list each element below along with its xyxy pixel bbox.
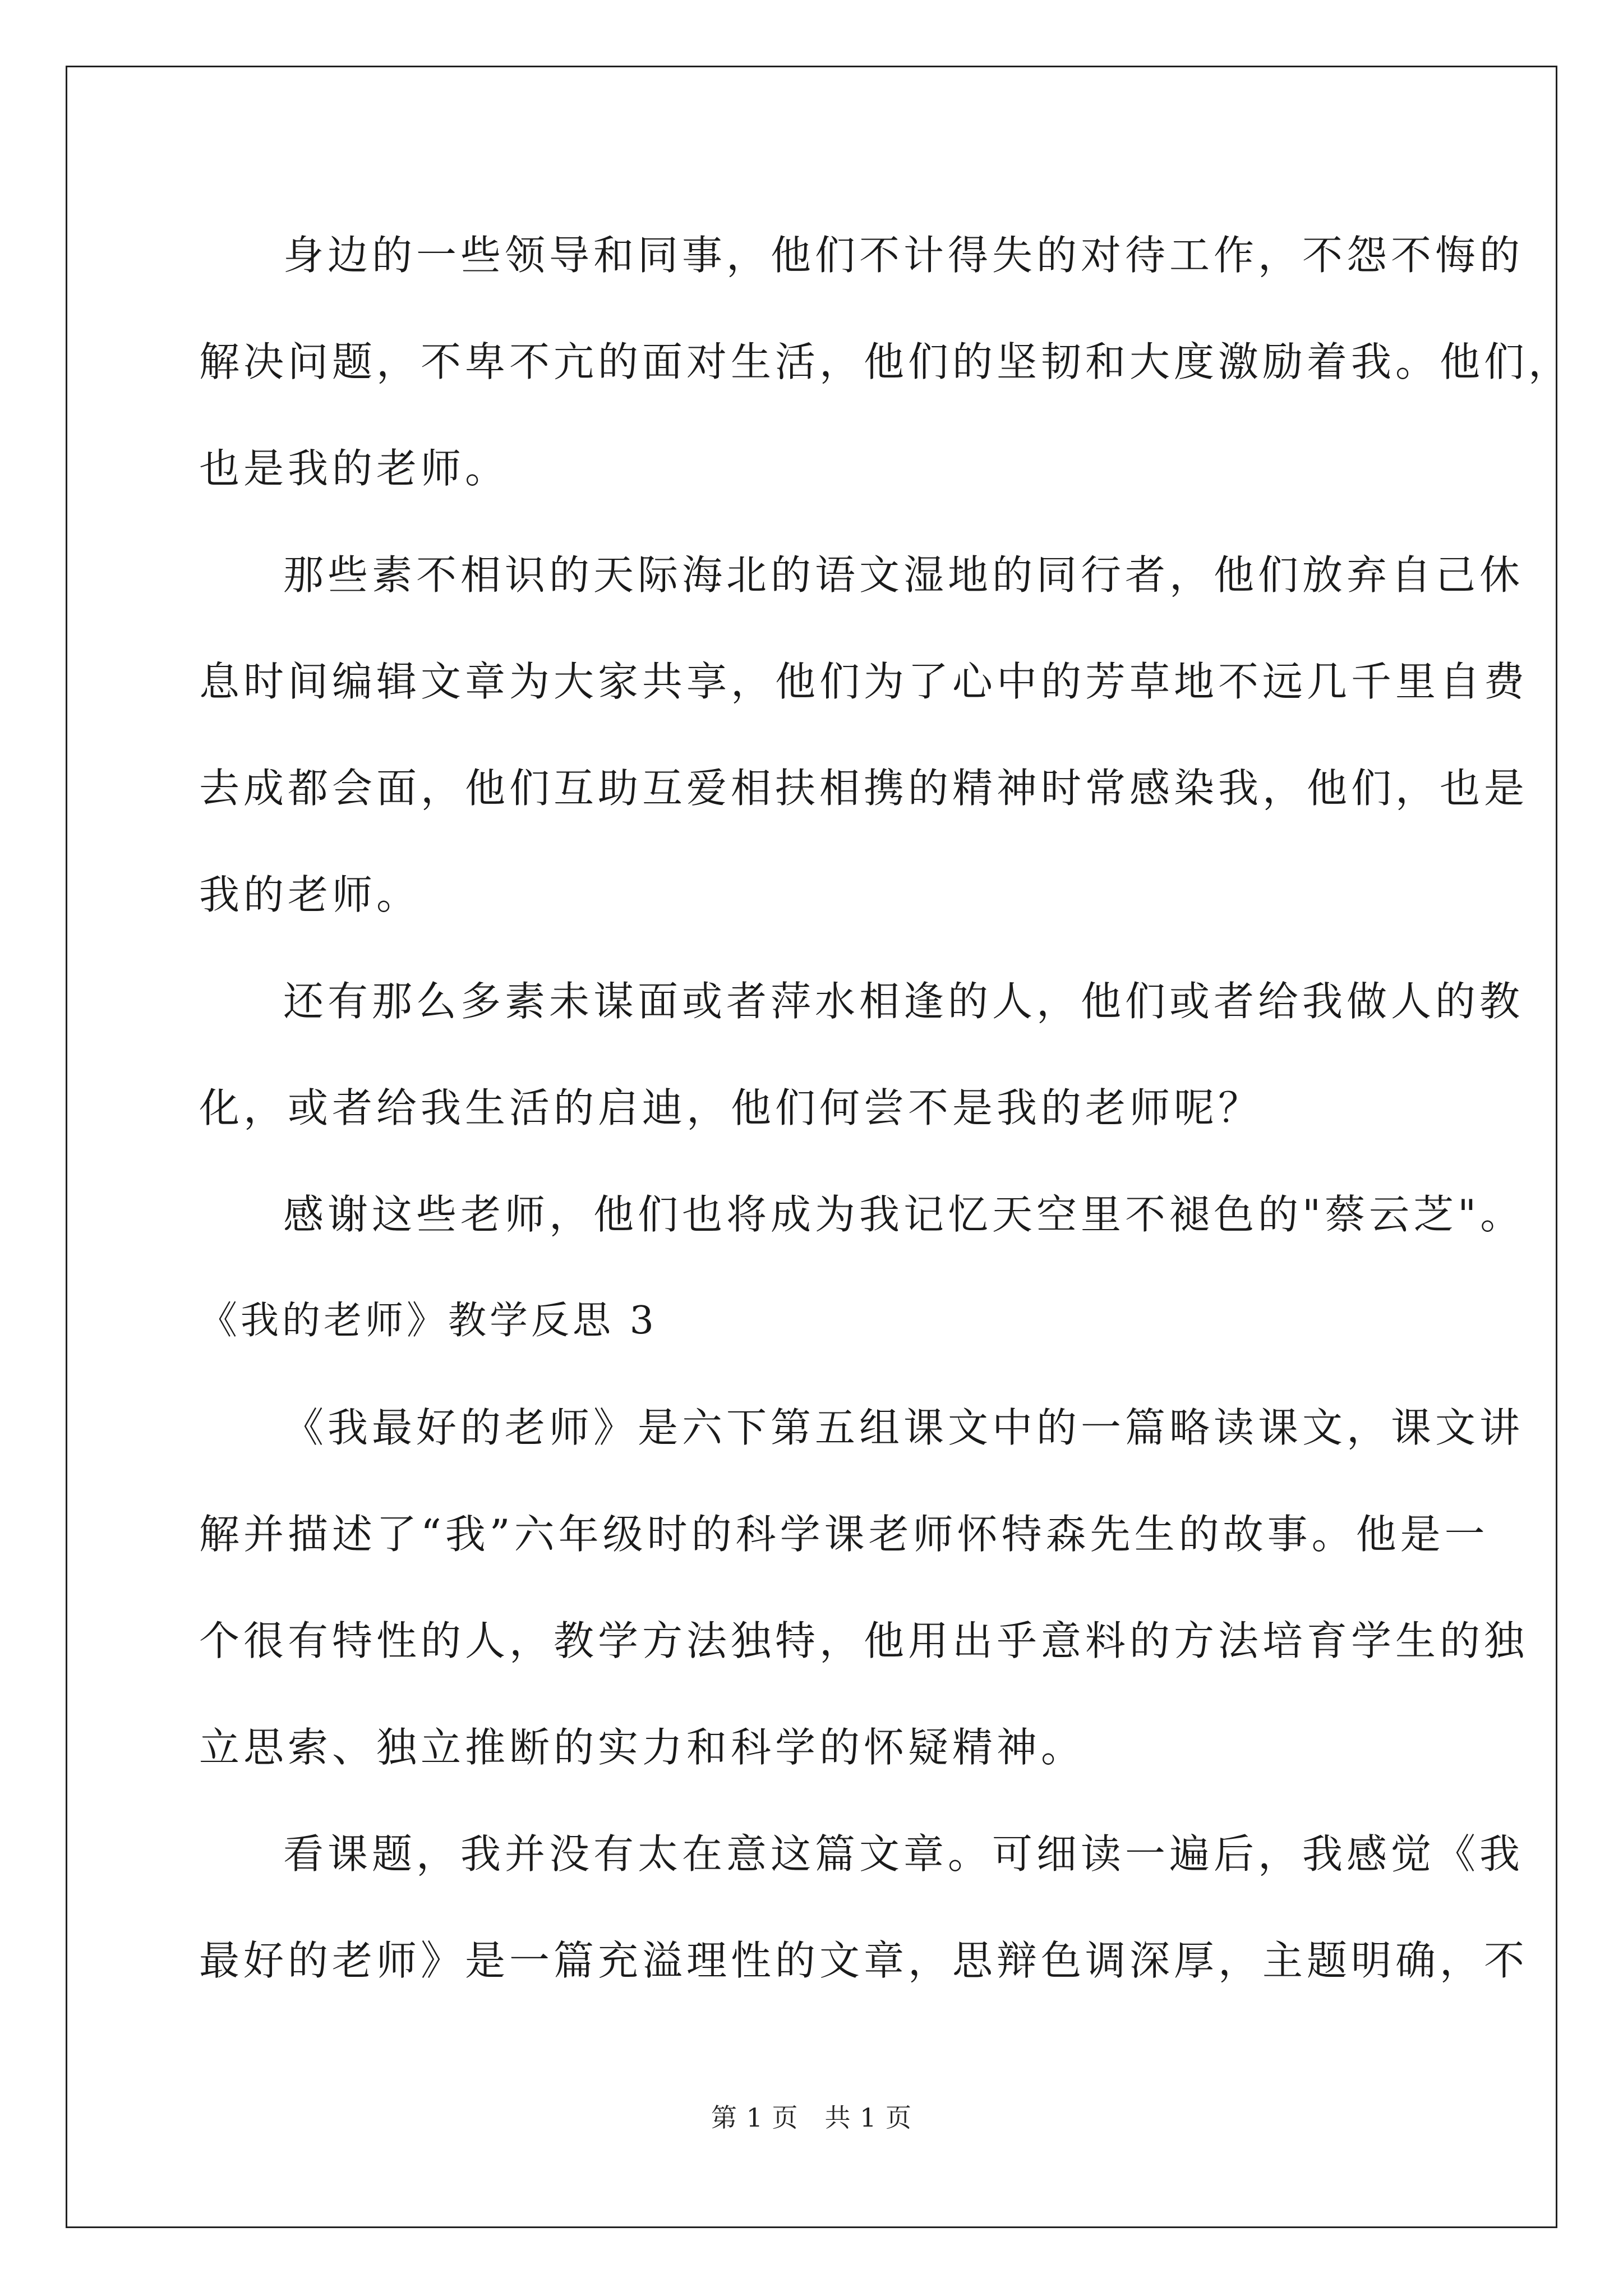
text-line: 化，或者给我生活的启迪，他们何尝不是我的老师呢？ bbox=[199, 1084, 1263, 1131]
text-line: 去成都会面，他们互助互爱相扶相携的精神时常感染我，他们，也是 bbox=[199, 765, 1529, 812]
text-line: 看课题，我并没有太在意这篇文章。可细读一遍后，我感觉《我 bbox=[283, 1830, 1524, 1878]
page-number-footer: 第 1 页 共 1 页 bbox=[711, 2102, 912, 2133]
text-line: 也是我的老师。 bbox=[199, 445, 510, 492]
section-heading: 《我的老师》教学反思 3 bbox=[199, 1299, 657, 1343]
text-line: 最好的老师》是一篇充溢理性的文章，思辩色调深厚，主题明确，不 bbox=[199, 1937, 1529, 1984]
text-line: 息时间编辑文章为大家共享，他们为了心中的芳草地不远几千里自费 bbox=[199, 658, 1529, 705]
text-line: 那些素不相识的天际海北的语文湿地的同行者，他们放弃自己休 bbox=[283, 551, 1524, 599]
text-line: 个很有特性的人，教学方法独特，他用出乎意料的方法培育学生的独 bbox=[199, 1617, 1529, 1664]
text-line: 还有那么多素未谋面或者萍水相逢的人，他们或者给我做人的教 bbox=[283, 978, 1524, 1025]
text-line: 立思索、独立推断的实力和科学的怀疑精神。 bbox=[199, 1724, 1086, 1771]
text-line: 身边的一些领导和同事，他们不计得失的对待工作，不怨不悔的 bbox=[283, 232, 1524, 279]
text-line: 解并描述了“我”六年级时的科学课老师怀特森先生的故事。他是一 bbox=[199, 1511, 1489, 1558]
text-line: 感谢这些老师，他们也将成为我记忆天空里不褪色的"蔡云芝"。 bbox=[283, 1191, 1525, 1238]
text-line: 解决问题，不卑不亢的面对生活，他们的坚韧和大度激励着我。他们， bbox=[199, 338, 1573, 385]
text-line: 我的老师。 bbox=[199, 871, 421, 918]
document-body bbox=[199, 202, 1573, 2014]
text-line: 《我最好的老师》是六下第五组课文中的一篇略读课文，课文讲 bbox=[283, 1404, 1524, 1451]
